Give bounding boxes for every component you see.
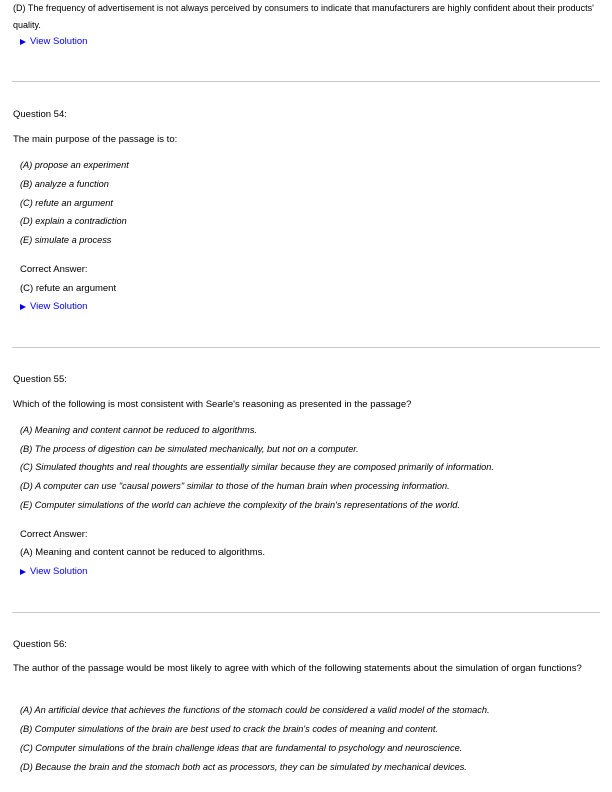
answer-option: (A) An artificial device that achieves the functions of the stomach could be considered a valid model of the stomach.	[20, 705, 490, 715]
divider	[12, 81, 600, 82]
triangle-right-icon	[20, 304, 26, 310]
answer-option: (A) Meaning and content cannot be reduced to algorithms.	[20, 425, 257, 435]
answer-option: (E) simulate a process	[20, 235, 112, 245]
question-title: Question 56:	[13, 639, 67, 650]
answer-option: (D) explain a contradiction	[20, 216, 127, 226]
correct-answer-label: Correct Answer:	[20, 264, 88, 275]
answer-option: (B) analyze a function	[20, 179, 109, 189]
correct-answer-value: (C) refute an argument	[20, 283, 117, 294]
answer-option: (D) A computer can use "causal powers" similar to those of the human brain when processing information.	[20, 481, 450, 491]
view-solution-link[interactable]	[20, 566, 87, 577]
divider	[12, 612, 600, 613]
question-title: Question 54:	[13, 109, 67, 120]
question-title: Question 55:	[13, 374, 67, 385]
previous-option-d: (D) The frequency of advertisement is not always perceived by consumers to indicate that manufacturers are highly confident about their products' quality.	[13, 3, 594, 30]
triangle-right-icon	[20, 569, 26, 575]
question-prompt: The main purpose of the passage is to:	[13, 134, 178, 145]
answer-option: (B) The process of digestion can be simulated mechanically, but not on a computer.	[20, 444, 359, 454]
view-solution-label: View Solution	[30, 566, 88, 577]
answer-option: (C) Simulated thoughts and real thoughts are essentially similar because they are composed primarily of information.	[20, 462, 494, 472]
answer-option: (B) Computer simulations of the brain are best used to crack the brain's codes of meaning and content.	[20, 724, 438, 734]
question-prompt: The author of the passage would be most likely to agree with which of the following statements about the simulation of organ functions?	[13, 663, 582, 674]
question-prompt: Which of the following is most consistent with Searle's reasoning as presented in the passage?	[13, 399, 412, 410]
correct-answer-value: (A) Meaning and content cannot be reduced to algorithms.	[20, 547, 266, 558]
view-solution-label: View Solution	[30, 36, 88, 47]
answer-option: (D) Because the brain and the stomach both act as processors, they can be simulated by mechanical devices.	[20, 762, 467, 772]
divider	[12, 347, 600, 348]
answer-option: (C) Computer simulations of the brain challenge ideas that are fundamental to psychology and neuroscience.	[20, 743, 463, 753]
view-solution-link[interactable]	[20, 301, 87, 312]
view-solution-link[interactable]	[20, 36, 87, 47]
answer-option: (A) propose an experiment	[20, 160, 129, 170]
correct-answer-label: Correct Answer:	[20, 529, 88, 540]
view-solution-label: View Solution	[30, 301, 88, 312]
answer-option: (C) refute an argument	[20, 198, 113, 208]
answer-option: (E) Computer simulations of the world can achieve the complexity of the brain's representations of the world.	[20, 500, 460, 510]
triangle-right-icon	[20, 39, 26, 45]
